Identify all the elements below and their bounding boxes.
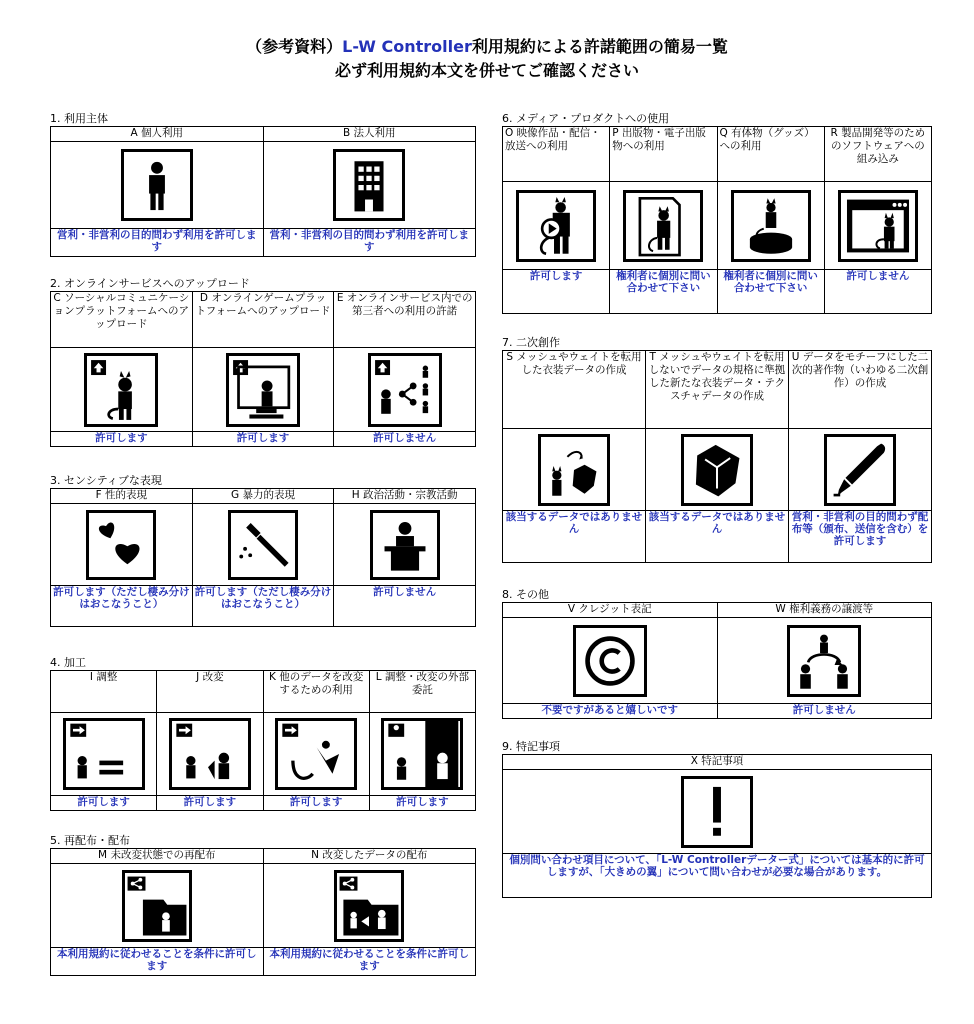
permission-text: 許可しません: [334, 432, 476, 447]
column-header: E オンラインサービス内での第三者への利用の許諾: [334, 292, 476, 348]
section-processing: [50, 656, 476, 811]
permission-text: 許可しません: [824, 270, 931, 314]
column-header: D オンラインゲームプラットフォームへのアップロード: [192, 292, 334, 348]
column-header: O 映像作品・配信・放送への利用: [503, 127, 610, 182]
permission-table: [50, 126, 476, 257]
permission-text: 本利用規約に従わせることを条件に許可します: [51, 948, 264, 976]
permission-table: [502, 126, 932, 314]
section-special-notes: [502, 740, 932, 898]
column-header: W 権利義務の譲渡等: [717, 603, 932, 618]
video-icon: [516, 190, 596, 262]
permission-text: 許可します: [157, 796, 263, 811]
permission-text: 許可します: [192, 432, 334, 447]
section-title: 5. 再配布・配布: [50, 834, 130, 847]
column-header: H 政治活動・宗教活動: [334, 489, 476, 504]
column-header: T メッシュやウェイトを転用しないでデータの規格に準拠した新たな衣装データ・テクスチャデータの作成: [646, 351, 789, 429]
permission-table: [50, 291, 476, 447]
costume-icon: [538, 434, 610, 506]
permission-text: 不要ですがあると嬉しいです: [503, 704, 718, 719]
permission-text: 許可しません: [334, 586, 476, 627]
hearts-icon: [86, 510, 156, 580]
building-icon: [333, 149, 405, 221]
column-header: Q 有体物（グッズ）への利用: [717, 127, 824, 182]
permission-text: 許可します（ただし棲み分けはおこなうこと）: [51, 586, 193, 627]
permission-text: 許可します: [51, 796, 157, 811]
page-subtitle: 必ず利用規約本文を併せてご確認ください: [334, 61, 639, 80]
goods-icon: [731, 190, 811, 262]
copyright-icon: [573, 625, 647, 697]
podium-icon: [370, 510, 440, 580]
adjust-icon: [63, 718, 145, 790]
share-third-party-icon: [368, 353, 442, 427]
permission-table: [50, 670, 476, 811]
redistribute-icon: [122, 870, 192, 942]
section-title: 8. その他: [502, 588, 549, 601]
section-usage-entity: [50, 112, 476, 257]
column-header: K 他のデータを改変するための利用: [263, 671, 369, 713]
column-header: L 調整・改変の外部委託: [369, 671, 475, 713]
section-title: 4. 加工: [50, 656, 86, 669]
permission-text: 許可します: [51, 432, 193, 447]
column-header: S メッシュやウェイトを転用した衣装データの作成: [503, 351, 646, 429]
permission-table: [502, 602, 932, 719]
section-title: 1. 利用主体: [50, 112, 108, 125]
column-header: X 特記事項: [503, 755, 932, 770]
permission-table: [502, 350, 932, 563]
column-header: G 暴力的表現: [192, 489, 334, 504]
section-title: 6. メディア・プロダクトへの使用: [502, 112, 670, 125]
permission-text: 許可しません: [717, 704, 932, 719]
modify-icon: [169, 718, 251, 790]
column-header: I 調整: [51, 671, 157, 713]
permission-text: 該当するデータではありません: [646, 511, 789, 563]
column-header: M 未改変状態での再配布: [51, 849, 264, 864]
outsource-icon: [381, 718, 463, 790]
column-header: P 出版物・電子出版物への利用: [610, 127, 717, 182]
software-icon: [838, 190, 918, 262]
permission-text: 許可します: [263, 796, 369, 811]
permission-table: [50, 488, 476, 627]
permission-table: [50, 848, 476, 976]
column-header: V クレジット表記: [503, 603, 718, 618]
exclamation-icon: [681, 776, 753, 848]
permission-text: 営利・非営利の目的問わず利用を許可します: [51, 229, 264, 257]
permission-text: 許可します（ただし棲み分けはおこなうこと）: [192, 586, 334, 627]
column-header: U データをモチーフにした二次的著作物（いわゆる二次創作）の作成: [789, 351, 932, 429]
section-media-products: [502, 112, 932, 314]
permission-table: [502, 754, 932, 898]
section-title: 7. 二次創作: [502, 336, 560, 349]
title-prefix: （参考資料）: [246, 37, 343, 56]
column-header: C ソーシャルコミュニケーションプラットフォームへのアップロード: [51, 292, 193, 348]
column-header: A 個人利用: [51, 127, 264, 142]
column-header: R 製品開発等のためのソフトウェアへの組み込み: [824, 127, 931, 182]
section-other: [502, 588, 932, 719]
section-title: 9. 特記事項: [502, 740, 560, 753]
section-online-upload: [50, 277, 476, 447]
section-redistribution: [50, 834, 476, 976]
section-sensitive-expression: [50, 474, 476, 627]
distribute-modified-icon: [334, 870, 404, 942]
permission-text: 権利者に個別に問い合わせて下さい: [717, 270, 824, 314]
permission-text: 営利・非営利の目的問わず配布等（頒布、送信を含む）を許可します: [789, 511, 932, 563]
texture-icon: [681, 434, 753, 506]
use-for-other-icon: [275, 718, 357, 790]
column-header: J 改変: [157, 671, 263, 713]
permission-text: 営利・非営利の目的問わず利用を許可します: [263, 229, 476, 257]
column-header: N 改変したデータの配布: [263, 849, 476, 864]
transfer-icon: [787, 625, 861, 697]
section-title: 3. センシティブな表現: [50, 474, 162, 487]
knife-icon: [228, 510, 298, 580]
title-brand: L-W Controller: [342, 37, 472, 56]
column-header: F 性的表現: [51, 489, 193, 504]
permission-text: 該当するデータではありません: [503, 511, 646, 563]
section-title: 2. オンラインサービスへのアップロード: [50, 277, 250, 290]
permission-text: 個別問い合わせ項目について、「L-W Controllerデーター式」については基本的に許可しますが、「大きめの翼」について問い合わせが必要な場合があります。: [503, 854, 932, 898]
permission-text: 許可します: [503, 270, 610, 314]
publication-icon: [623, 190, 703, 262]
permission-text: 許可します: [369, 796, 475, 811]
game-upload-icon: [226, 353, 300, 427]
column-header: B 法人利用: [263, 127, 476, 142]
permission-text: 本利用規約に従わせることを条件に許可します: [263, 948, 476, 976]
pen-icon: [824, 434, 896, 506]
title-suffix: 利用規約による許諾範囲の簡易一覧: [471, 37, 728, 56]
upload-icon: [84, 353, 158, 427]
permission-text: 権利者に個別に問い合わせて下さい: [610, 270, 717, 314]
person-icon: [121, 149, 193, 221]
section-derivative-works: [502, 336, 932, 563]
page-title: [0, 36, 974, 58]
